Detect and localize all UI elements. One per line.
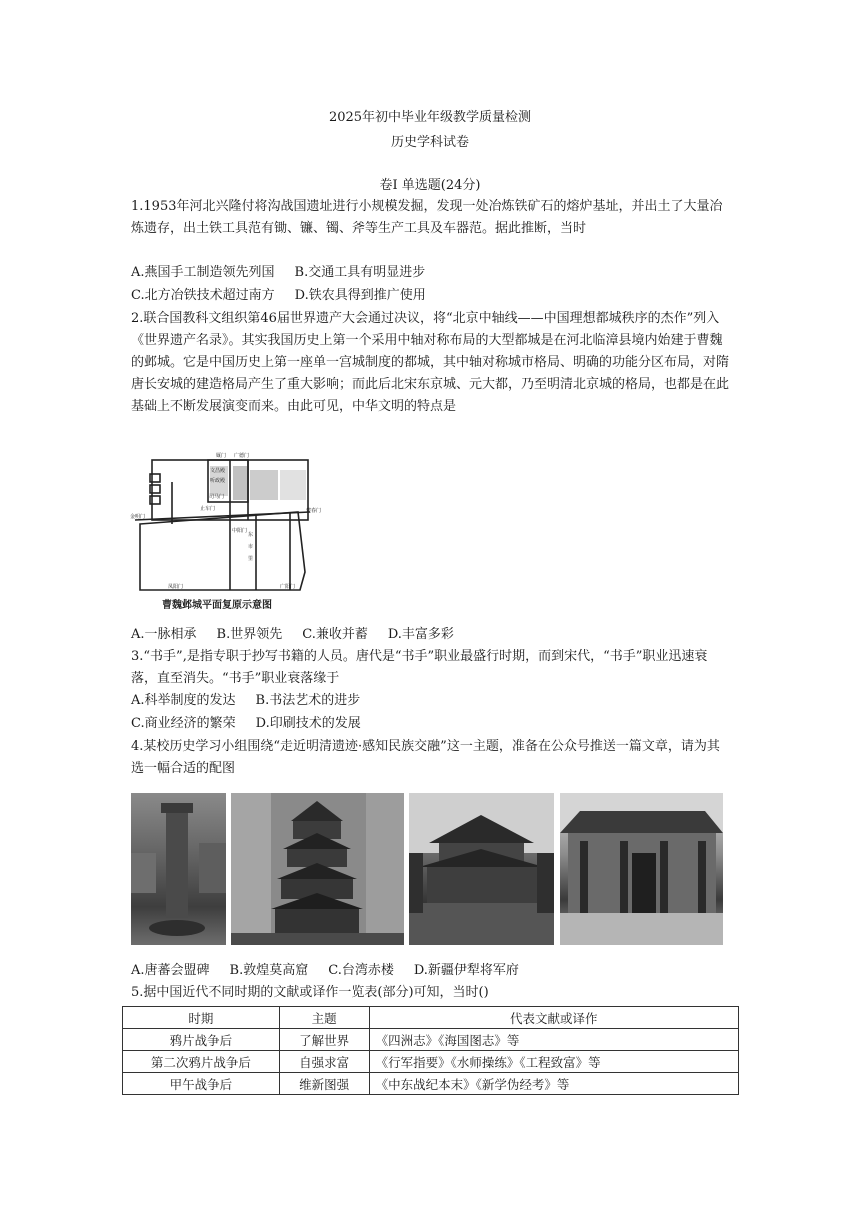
map-label-4: 司马门 [209,494,225,500]
map-label-1: 广德门 [234,453,250,459]
question-5-stem: 5.据中国近代不同时期的文献或译作一览表(部分)可知，当时() [131,985,489,1000]
table-header-works: 代表文献或译作 [369,1007,738,1029]
q3-option-a: A.科举制度的发达 [131,693,236,708]
q2-option-a: A.一脉相承 [131,627,197,642]
table-row [123,1073,739,1095]
map-label-12: 市 [248,544,254,550]
question-4-options [131,960,519,982]
table-header-row [123,1007,739,1029]
q3-option-c: C.商业经济的繁荣 [131,716,236,731]
table-cell-works: 《行军指要》《水师操练》《工程致富》等 [369,1051,738,1073]
question-4-stem: 4.某校历史学习小组围绕“走近明清遗迹·感知民族交融”这一主题，准备在公众号推送一篇文章，请为其选一幅合适的配图 [131,739,720,776]
map-caption: 曹魏邺城平面复原示意图 [162,600,272,611]
photo-stele [131,793,226,945]
table-cell-period: 甲午战争后 [123,1073,280,1095]
map-label-5: 金明门 [130,514,146,520]
question-2-options [131,624,454,646]
photo-grotto-pagoda [231,793,404,945]
question-3-options-row2 [131,713,361,735]
map-label-0: 厩门 [216,453,227,459]
photo-red-tower [409,793,554,945]
photo-ili-general-mansion [560,793,723,945]
q4-option-b: B.敦煌莫高窟 [229,963,309,978]
table-cell-period: 第二次鸦片战争后 [123,1051,280,1073]
exam-subject: 历史学科试卷 [390,135,469,150]
q4-option-c: C.台湾赤楼 [328,963,394,978]
map-label-2: 文昌殿 [210,468,226,474]
question-1-stem: 1.1953年河北兴隆付将沟战国遗址进行小规模发掘，发现一处冶炼铁矿石的熔炉基址，并出土了大量冶炼遗存，出土铁工具范有锄、镰、镯、斧等生产工具及车器范。据此推断，当时 [131,199,723,236]
table-cell-works: 《四洲志》《海国图志》等 [369,1029,738,1051]
q4-option-d: D.新疆伊犁将军府 [413,963,519,978]
section-heading: 卷Ⅰ 单选题(24分) [379,178,481,193]
q3-option-d: D.印刷技术的发展 [255,716,361,731]
map-label-7: 中阳门 [232,528,248,534]
q1-option-d: D.铁农具得到推广使用 [294,288,426,303]
q1-option-c: C.北方冶铁技术超过南方 [131,288,275,303]
table-cell-period: 鸦片战争后 [123,1029,280,1051]
question-3-options-row1 [131,690,360,712]
table-cell-works: 《中东战纪本末》《新学伪经考》等 [369,1073,738,1095]
table-cell-theme: 维新图强 [279,1073,369,1095]
map-label-9: 广阳门 [280,584,296,590]
question-1-options-row1 [131,262,425,284]
literature-table [122,1006,739,1095]
table-header-period: 时期 [123,1007,280,1029]
table-header-theme: 主题 [279,1007,369,1029]
map-label-10: 建春门 [306,508,322,514]
map-label-8: 凤阳门 [168,584,184,590]
q1-option-a: A.燕国手工制造领先列国 [131,265,275,280]
q2-option-d: D.丰富多彩 [387,627,454,642]
table-row [123,1029,739,1051]
question-2-stem: 2.联合国教科文组织第46届世界遗产大会通过决议，将“北京中轴线——中国理想都城秩序的杰作”列入《世界遗产名录》。其实我国历史上第一个采用中轴对称布局的大型都城是在河北临漳县境内始建于曹魏的邺城。它是中国历史上第一座单一宫城制度的都城，其中轴对称城市格局、明确的功能分区布局，对隋唐长安城的建造格局产生了重大影响；而此后北宋东京城、元大都，乃至明清北京城的格局，也都是在此基础上不断发展演变而来。由此可见，中华文明的特点是 [131,311,730,414]
q4-option-a: A.唐蕃会盟碑 [131,963,210,978]
map-label-3: 听政殿 [210,478,226,484]
table-cell-theme: 自强求富 [279,1051,369,1073]
q2-option-c: C.兼收并蓄 [302,627,368,642]
table-row [123,1051,739,1073]
exam-title: 2025年初中毕业年级教学质量检测 [328,110,532,125]
question-3-stem: 3.“书手”,是指专职于抄写书籍的人员。唐代是“书手”职业最盛行时期，而到宋代，“书手”职业迅速衰落，直至消失。“书手”职业衰落缘于 [131,649,708,686]
map-label-13: 里 [248,556,254,562]
q3-option-b: B.书法艺术的进步 [255,693,361,708]
q1-option-b: B.交通工具有明显进步 [294,265,426,280]
question-1-options-row2 [131,285,426,307]
q2-option-b: B.世界领先 [216,627,283,642]
yecheng-city-map [130,452,322,597]
table-cell-theme: 了解世界 [279,1029,369,1051]
map-label-11: 东 [248,532,254,538]
map-label-6: 止车门 [200,506,216,512]
